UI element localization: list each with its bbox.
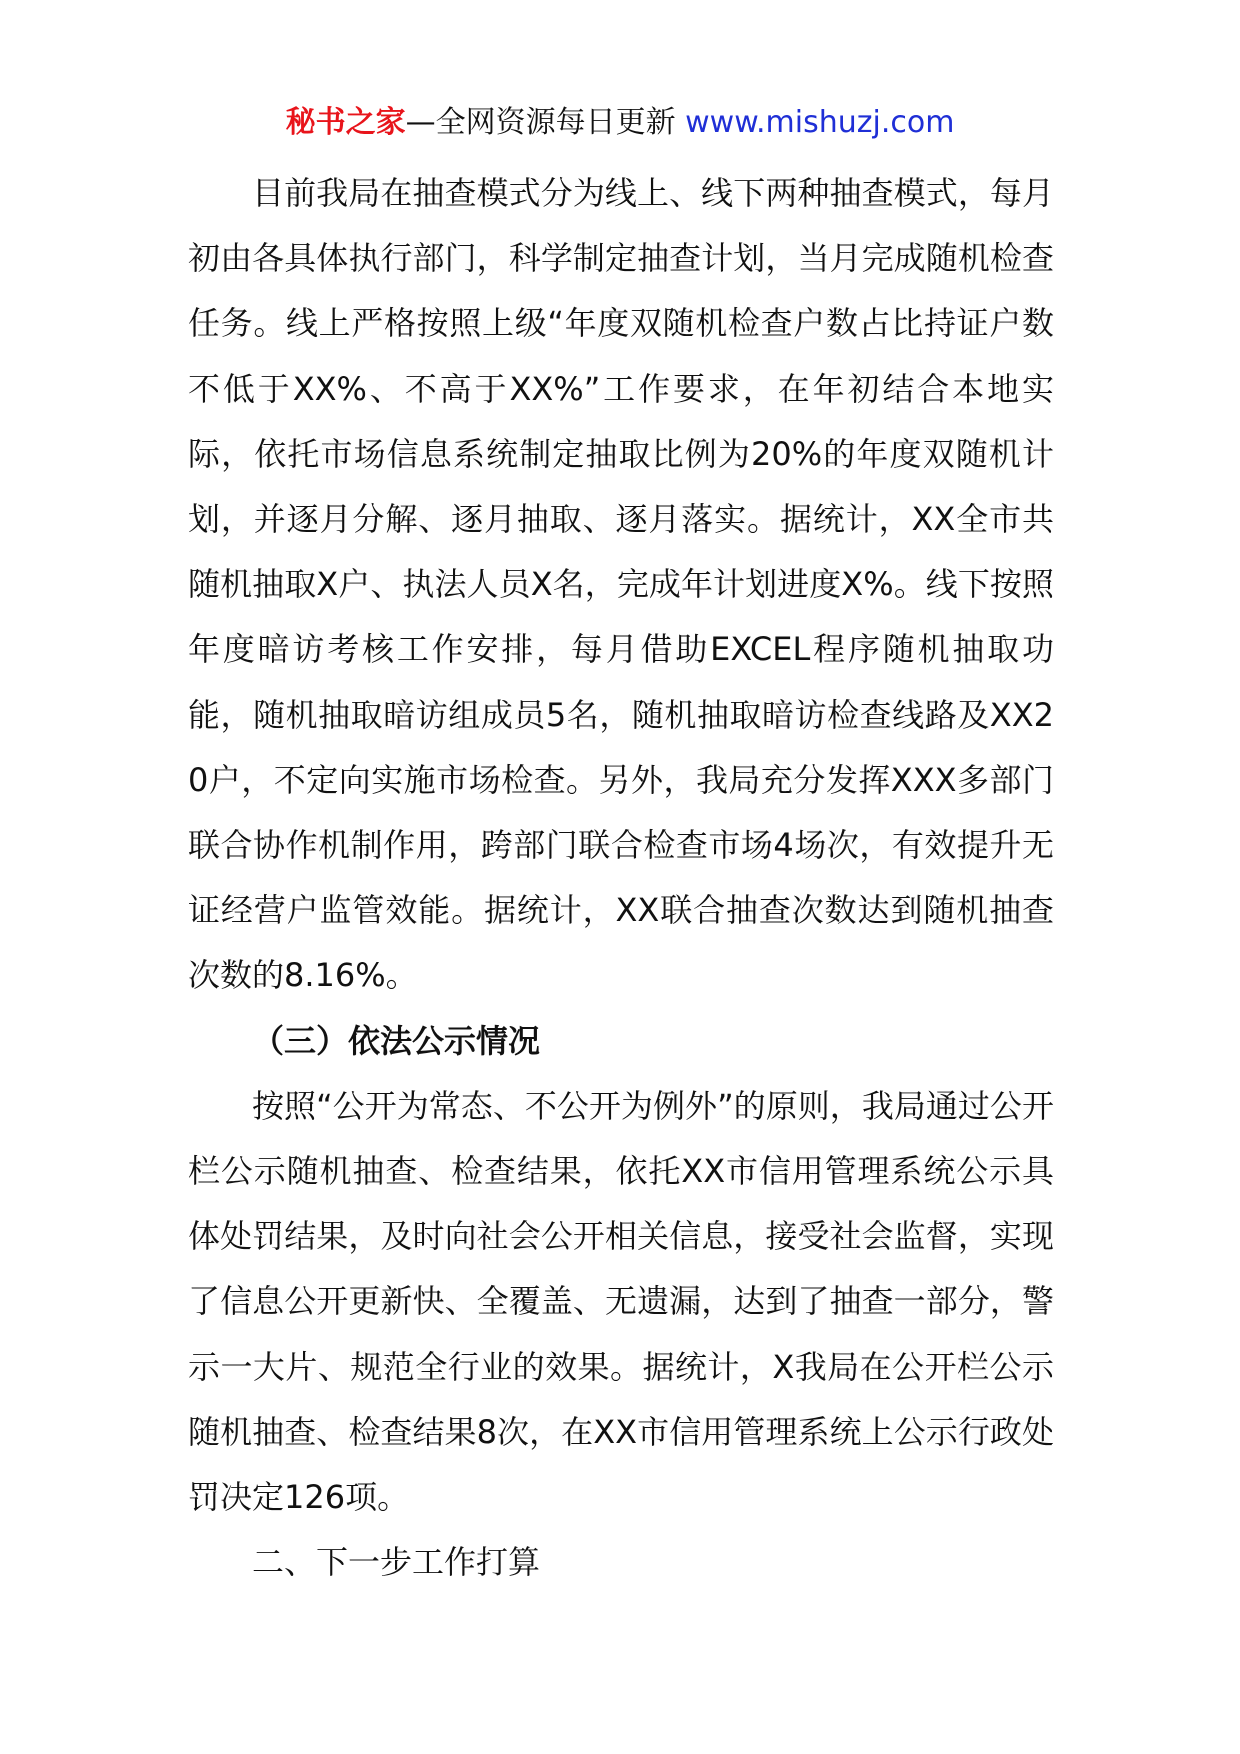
- header-url-link[interactable]: www.mishuzj.com: [685, 105, 955, 140]
- section-heading: 二、下一步工作打算: [252, 1543, 541, 1582]
- page-header: [0, 100, 1240, 146]
- subsection-heading: （三）依法公示情况: [252, 1021, 541, 1060]
- header-tagline: —全网资源每日更新: [405, 105, 676, 140]
- body-paragraph: 按照“公开为常态、不公开为例外”的原则，我局通过公开栏公示随机抽查、检查结果，依托XX市信用管理系统公示具体处罚结果，及时向社会公开相关信息，接受社会监督，实现了信息公开更新快、全覆盖、无遗漏，达到了抽查一部分，警示一大片、规范全行业的效果。据统计，X我局在公开栏公示随机抽查、检查结果8次，在XX市信用管理系统上公示行政处罚决定126项。: [188, 1086, 1054, 1517]
- document-body: [188, 161, 1054, 1595]
- brand-name: 秘书之家: [285, 105, 406, 140]
- body-paragraph: 目前我局在抽查模式分为线上、线下两种抽查模式，每月初由各具体执行部门，科学制定抽查计划，当月完成随机检查任务。线上严格按照上级“年度双随机检查户数占比持证户数不低于XX%、不高于XX%”工作要求，在年初结合本地实际，依托市场信息系统制定抽取比例为20%的年度双随机计划，并逐月分解、逐月抽取、逐月落实。据统计，XX全市共随机抽取X户、执法人员X名，完成年计划进度X%。线下按照年度暗访考核工作安排，每月借助EXCEL程序随机抽取功能，随机抽取暗访组成员5名，随机抽取暗访检查线路及XX20户，不定向实施市场检查。另外，我局充分发挥XXX多部门联合协作机制作用，跨部门联合检查市场4场次，有效提升无证经营户监管效能。据统计，XX联合抽查次数达到随机抽查次数的8.16%。: [188, 174, 1054, 995]
